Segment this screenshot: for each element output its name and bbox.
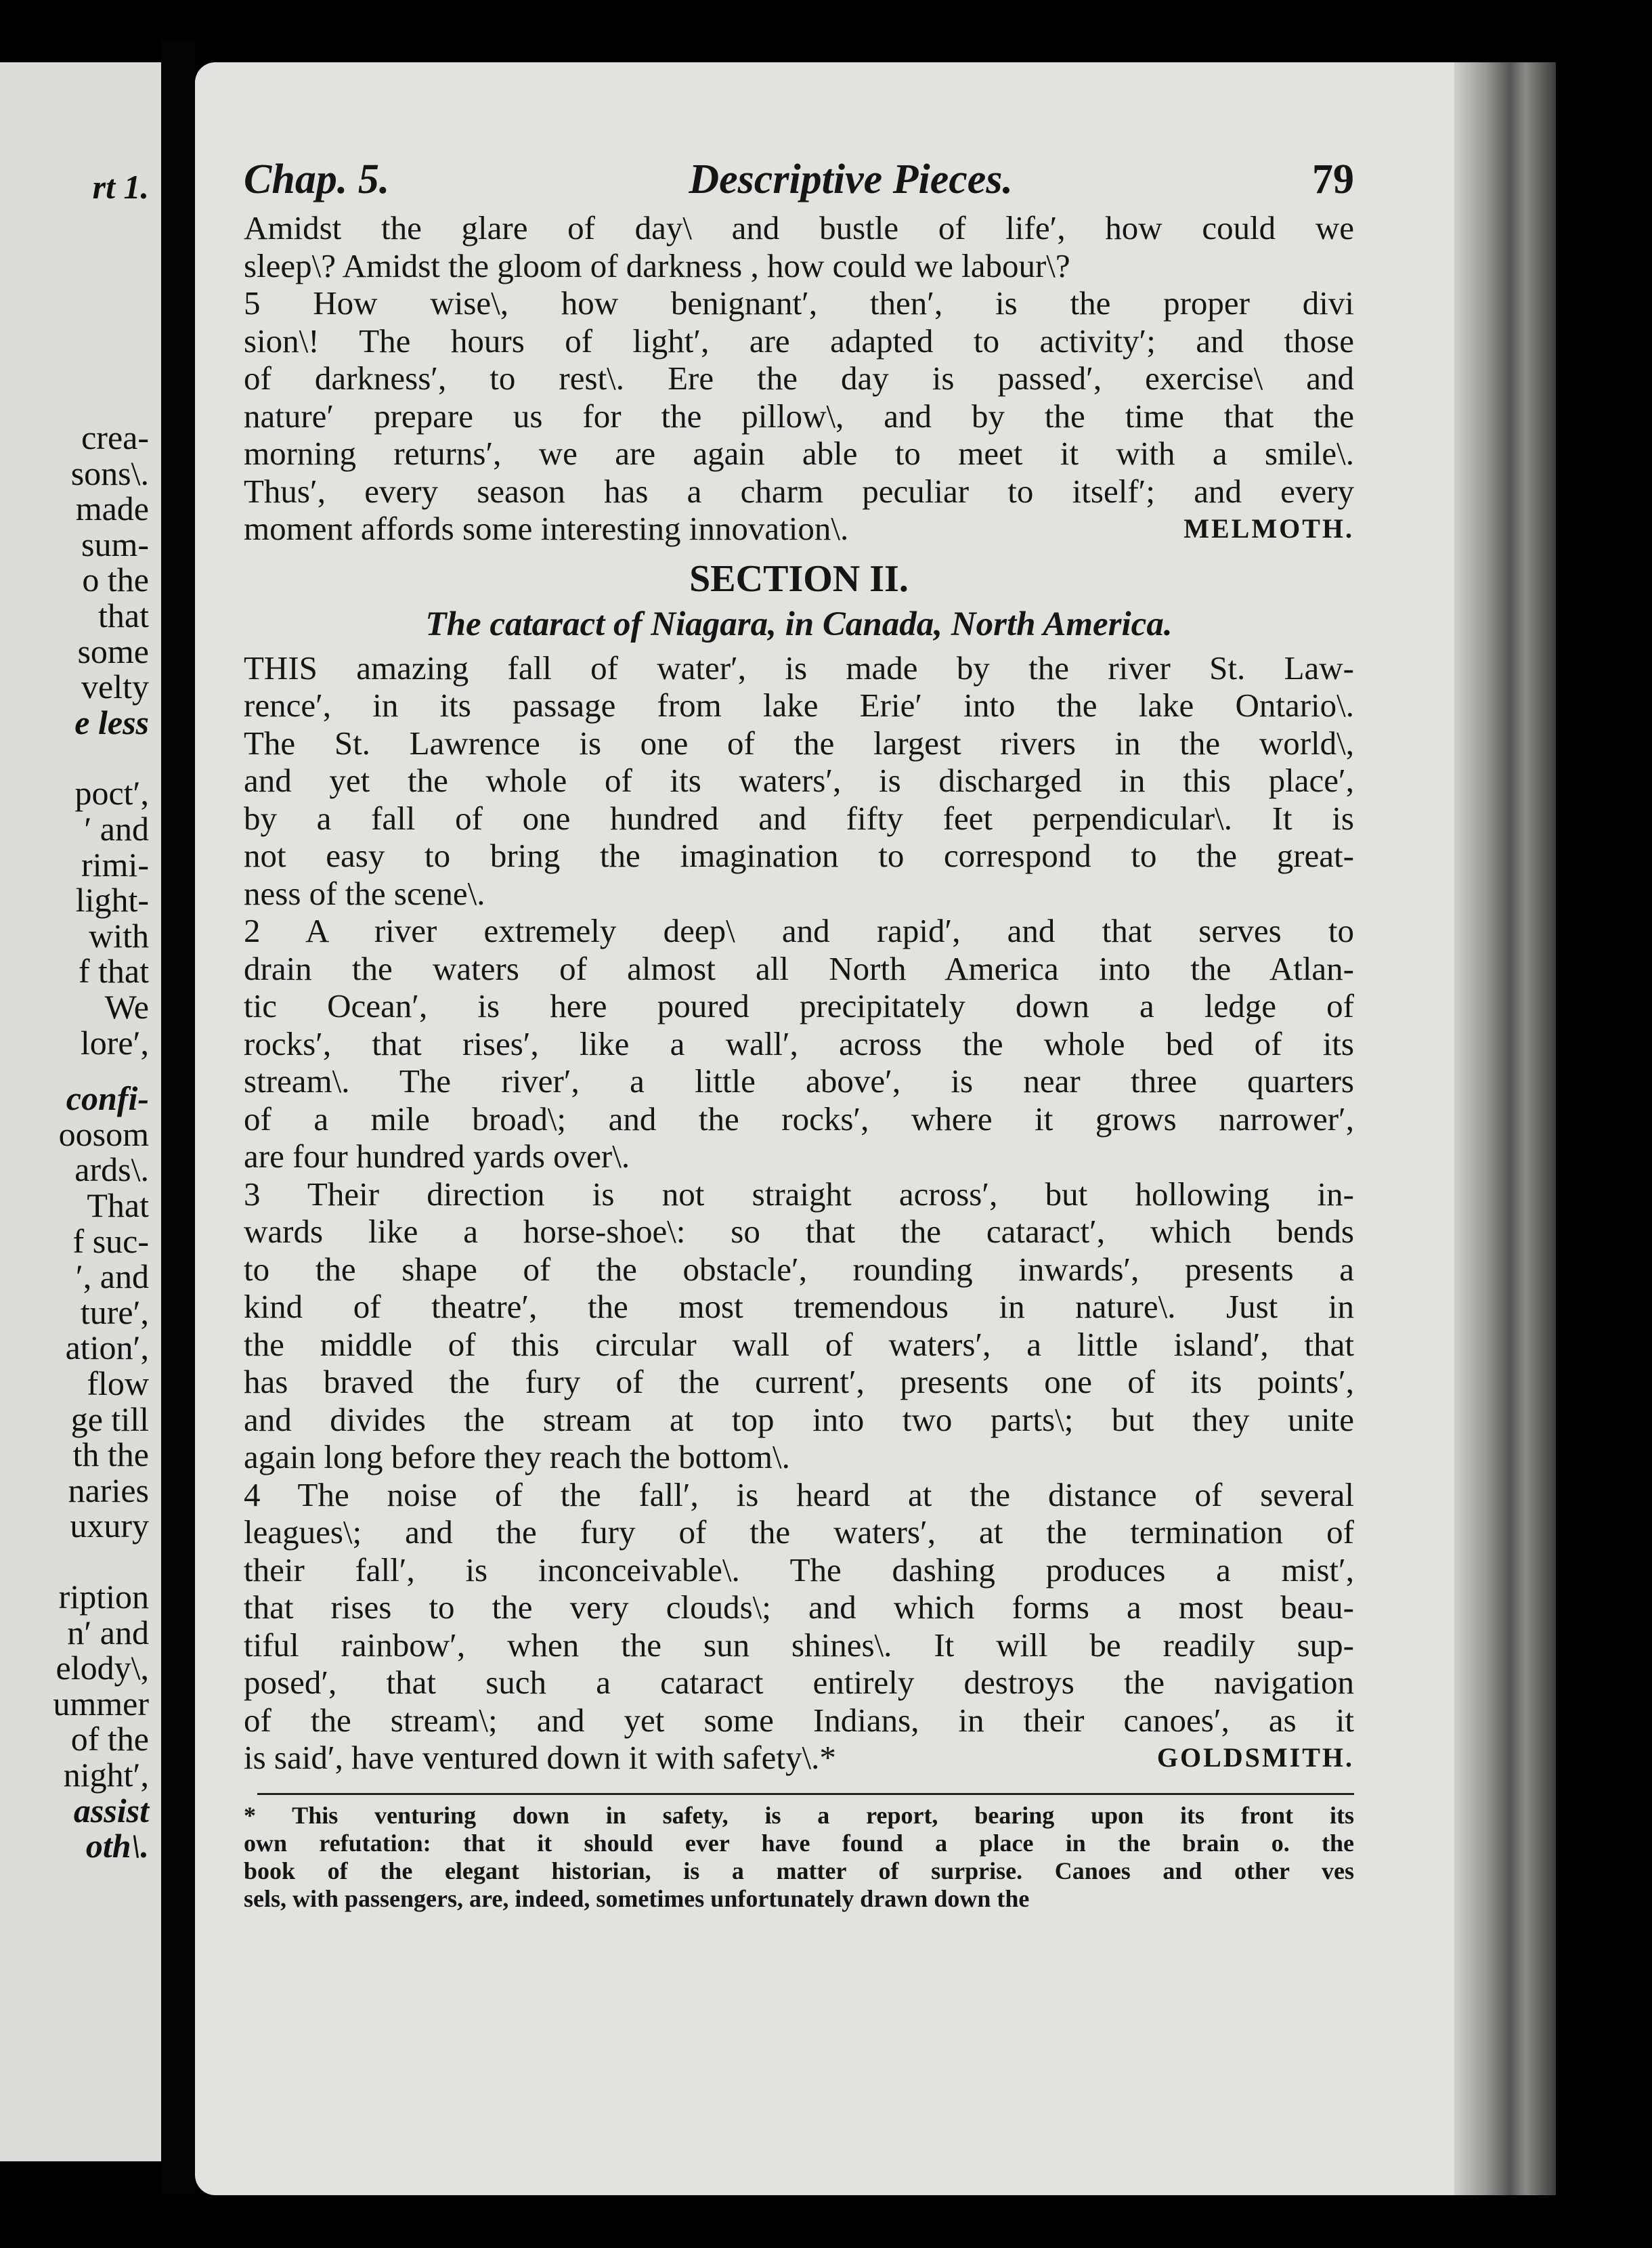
left-page-line: elody\, <box>56 1649 149 1687</box>
running-title: Descriptive Pieces. <box>689 156 1013 202</box>
chapter-label: Chap. 5. <box>244 156 390 202</box>
text-line: sion\! The hours of light′, are adapted to activity′; and those <box>244 322 1354 360</box>
left-page-line: light- <box>75 881 149 920</box>
text-line: the middle of this circular wall of waters′, a little island′, that <box>244 1325 1354 1363</box>
paragraph-1 <box>244 649 1354 913</box>
paragraph-3 <box>244 1175 1354 1476</box>
paragraph-5 <box>244 284 1354 548</box>
left-page-line: made <box>75 490 149 528</box>
text-line: 5 How wise\, how benignant′, then′, is the proper divi <box>244 284 1354 322</box>
page-content <box>244 156 1354 1913</box>
text-line: wards like a horse-shoe\: so that the cataract′, which bends <box>244 1213 1354 1250</box>
text-line: ness of the scene\. <box>244 874 485 912</box>
left-page-line: ′, and <box>75 1257 149 1296</box>
left-page-line: assist <box>73 1791 149 1830</box>
left-page-line: crea- <box>81 418 149 456</box>
book-gutter <box>161 41 195 2194</box>
left-page-line: ummer <box>53 1684 149 1723</box>
left-page-line: confi- <box>66 1079 149 1118</box>
footnote <box>244 1802 1354 1913</box>
text-line: posed′, that such a cataract entirely destroys the navigation <box>244 1664 1354 1701</box>
page-number: 79 <box>1312 156 1354 202</box>
text-line: rocks′, that rises′, like a wall′, across the whole bed of its <box>244 1024 1354 1062</box>
left-page-line: poct′, <box>74 774 149 813</box>
text-line: and yet the whole of its waters′, is discharged in this place′, <box>244 762 1354 799</box>
footnote-rule <box>257 1793 1354 1795</box>
left-page-line: n′ and <box>67 1613 149 1651</box>
text-line: not easy to bring the imagination to correspond to the great- <box>244 837 1354 874</box>
left-page-line: that <box>98 597 149 634</box>
text-line: kind of theatre′, the most tremendous in nature\. Just in <box>244 1288 1354 1325</box>
text-line: their fall′, is inconceivable\. The dashing produces a mist′, <box>244 1551 1354 1588</box>
text-line: book of the elegant historian, is a matter of surprise. Canoes and other ves <box>244 1857 1354 1884</box>
left-page-line: ation′, <box>65 1328 149 1367</box>
text-line: moment affords some interesting innovation\. MELMOTH. <box>244 510 1354 547</box>
text-line: own refutation: that it should ever have found a place in the brain o. the <box>244 1829 1354 1857</box>
left-page-line: rimi- <box>81 845 149 884</box>
left-page-line: ards\. <box>74 1150 149 1189</box>
text-line: leagues\; and the fury of the waters′, at the termination of <box>244 1513 1354 1551</box>
left-page-line: uxury <box>70 1507 149 1545</box>
left-page-line: with <box>89 916 149 955</box>
text-line: sels, with passengers, are, indeed, sometimes unfortunately drawn down the <box>244 1884 1030 1912</box>
left-page-line: velty <box>81 668 149 706</box>
left-page-line: o the <box>82 561 149 599</box>
author-byline: GOLDSMITH. <box>1156 1742 1354 1773</box>
author-byline: MELMOTH. <box>1183 513 1354 544</box>
text-line: of darkness′, to rest\. Ere the day is passed′, exercise\ and <box>244 360 1354 397</box>
text-line: Amidst the glare of day\ and bustle of life′, how could we <box>244 209 1354 246</box>
text-line: to the shape of the obstacle′, rounding inwards′, presents a <box>244 1250 1354 1288</box>
text-line: morning returns′, we are again able to meet it with a smile\. <box>244 435 1354 472</box>
left-page-line: ture′, <box>80 1293 149 1331</box>
text-line: nature′ prepare us for the pillow\, and by the time that the <box>244 397 1354 435</box>
left-page-line: We <box>104 988 149 1026</box>
text-line: The St. Lawrence is one of the largest rivers in the world\, <box>244 724 1354 762</box>
text-line: 3 Their direction is not straight across′, but hollowing in- <box>244 1175 1354 1213</box>
text-line: that rises to the very clouds\; and which forms a most beau- <box>244 1588 1354 1626</box>
text-line: * This venturing down in safety, is a report, bearing upon its front its <box>244 1801 1354 1829</box>
left-page-line: oth\. <box>85 1827 149 1865</box>
left-page-line: f suc- <box>72 1222 149 1260</box>
left-page-line: ′ and <box>84 810 149 848</box>
left-page-line: sum- <box>81 525 149 563</box>
left-page-line: f that <box>78 952 149 991</box>
section-subtitle: The cataract of Niagara, in Canada, North America. <box>425 605 1173 643</box>
text-line: 4 The noise of the fall′, is heard at the distance of several <box>244 1475 1354 1513</box>
text-line: tic Ocean′, is here poured precipitately down a ledge of <box>244 987 1354 1024</box>
left-page-line: of the <box>70 1720 149 1758</box>
page-edge <box>1454 62 1556 2195</box>
left-page-line: lore′, <box>80 1023 149 1062</box>
text-line: are four hundred yards over\. <box>244 1138 630 1175</box>
text-line: drain the waters of almost all North America into the Atlan- <box>244 949 1354 987</box>
text-line: stream\. The river′, a little above′, is near three quarters <box>244 1062 1354 1100</box>
left-page-line: sons\. <box>70 454 149 492</box>
text-line: and divides the stream at top into two parts\; but they unite <box>244 1400 1354 1438</box>
section-heading: SECTION II. <box>689 557 909 600</box>
paragraph-2 <box>244 912 1354 1175</box>
text-line: rence′, in its passage from lake Erie′ into the lake Ontario\. <box>244 687 1354 724</box>
left-page-line: That <box>87 1186 149 1224</box>
left-page-line: ge till <box>70 1400 149 1438</box>
left-page-line: rt 1. <box>92 168 149 206</box>
text-line: tiful rainbow′, when the sun shines\. It will be readily sup- <box>244 1626 1354 1664</box>
text-line: has braved the fury of the current′, presents one of its points′, <box>244 1363 1354 1400</box>
left-page-line: e less <box>74 703 149 741</box>
paragraph-4 <box>244 1476 1354 1777</box>
left-page-line: oosom <box>58 1115 149 1153</box>
left-page-line: night′, <box>63 1756 149 1794</box>
left-page-line: flow <box>87 1364 149 1402</box>
text-line: by a fall of one hundred and fifty feet perpendicular\. It is <box>244 799 1354 837</box>
text-line: 2 A river extremely deep\ and rapid′, and that serves to <box>244 912 1354 949</box>
left-page-line: ription <box>58 1578 149 1616</box>
text-line: of a mile broad\; and the rocks′, where it grows narrower′, <box>244 1100 1354 1138</box>
text-line: sleep\? Amidst the gloom of darkness , how could we labour\? <box>244 246 1070 284</box>
left-page-line: th the <box>72 1435 149 1474</box>
text-line: again long before they reach the bottom\. <box>244 1438 790 1475</box>
left-page-line: some <box>77 632 149 670</box>
text-line: of the stream\; and yet some Indians, in their canoes′, as it <box>244 1701 1354 1739</box>
text-line: is said′, have ventured down it with safety\.* GOLDSMITH. <box>244 1739 1354 1776</box>
left-page-line: naries <box>68 1471 149 1509</box>
text-line: THIS amazing fall of water′, is made by the river St. Law- <box>244 649 1354 687</box>
paragraph-continued <box>244 209 1354 284</box>
running-header <box>244 156 1354 204</box>
text-line: Thus′, every season has a charm peculiar to itself′; and every <box>244 472 1354 510</box>
